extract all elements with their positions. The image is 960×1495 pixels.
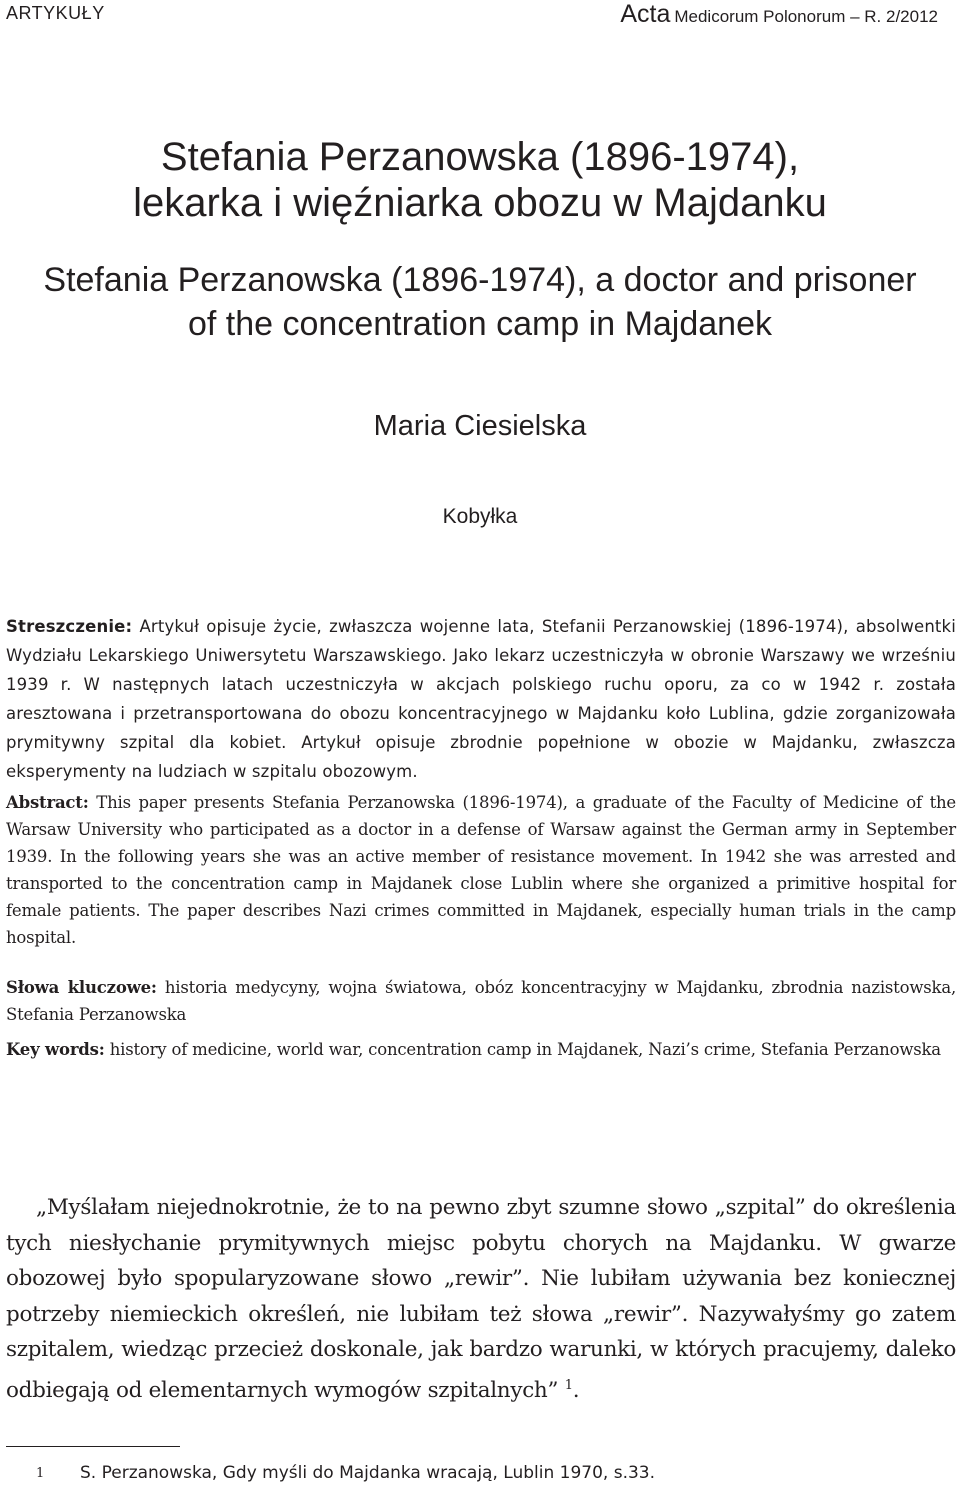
section-label: ARTYKUŁY [6,3,105,23]
polish-keywords-text: historia medycyny, wojna światowa, obóz koncentracyjny w Majdanku, zbrodnia nazistowska, Stefania Perzanowska [6,978,957,1024]
title-english [0,258,960,346]
footnote-divider [6,1446,180,1447]
journal-brand: Acta [620,0,671,28]
opening-quote [6,1190,956,1408]
polish-keywords [6,974,956,1028]
abstract-text: This paper presents Stefania Perzanowska (1896-1974), a graduate of the Faculty of Medicine of the Warsaw University who participated as a doctor in a defense of Warsaw against the German army in September 1939. In the following years she was an active member of resistance movement. In 1942 she was arrested and transported to the concentration camp in Majdanek close Lublin where she organized a primitive hospital for female patients. The paper describes Nazi crimes committed in Majdanek, especially human trials in the camp hospital. [6,793,956,947]
streszczenie-paragraph [6,612,956,786]
title-polish-line-2: lekarka i więźniarka obozu w Majdanku [133,181,827,225]
author-name: Maria Ciesielska [373,410,587,442]
streszczenie-label: Streszczenie: [6,617,133,636]
title-polish-line-1: Stefania Perzanowska (1896-1974), [160,135,800,179]
journal-issue: Medicorum Polonorum – R. 2/2012 [674,7,938,26]
author-affiliation: Kobyłka [442,505,518,528]
title-polish [0,134,960,226]
quote-text: „Myślałam niejednokrotnie, że to na pewno zbyt szumne słowo „szpital” do określenia tych niesłychanie prymitywnych miejsc pobytu chorych na Majdanku. W gwarze obozowej było spopularyzowane słowo „rewir”. Nie lubiłam używania bez koniecznej potrzeby niemieckich określeń, nie lubiłam też słowa „rewir”. Nazywałyśmy go zatem szpitalem, wiedząc przecież doskonale, jak bardzo warunki, w których pracujemy, daleko odbiegają od elementarnych wymogów szpitalnych” [6,1195,956,1403]
footnote-number: 1 [36,1466,45,1481]
title-english-line-2: of the concentration camp in Majdanek [187,305,772,343]
abstract-paragraph [6,789,956,951]
abstract-label: Abstract: [6,793,89,812]
footnote-text: S. Perzanowska, Gdy myśli do Majdanka wracają, Lublin 1970, s.33. [80,1463,656,1483]
english-keywords-text: history of medicine, world war, concentration camp in Majdanek, Nazi’s crime, Stefania Perzanowska [109,1040,941,1059]
quote-end: . [572,1377,580,1403]
english-keywords [6,1036,956,1063]
journal-header [620,0,938,29]
title-english-line-1: Stefania Perzanowska (1896-1974), a doctor and prisoner [43,261,917,299]
english-keywords-label: Key words: [6,1040,105,1059]
polish-keywords-label: Słowa kluczowe: [6,978,157,997]
streszczenie-text: Artykuł opisuje życie, zwłaszcza wojenne lata, Stefanii Perzanowskiej (1896-1974), absolwentki Wydziału Lekarskiego Uniwersytetu Warszawskiego. Jako lekarz uczestniczyła w obronie Warszawy we wrześniu 1939 r. W następnych latach uczestniczyła w akcjach polskiego ruchu oporu, za co w 1942 r. została aresztowana i przetransportowana do obozu koncentracyjnego w Majdanku koło Lublina, gdzie zorganizowała prymitywny szpital dla kobiet. Artykuł opisuje zbrodnie popełnione w obozie w Majdanku, zwłaszcza eksperymenty na ludziach w szpitalu obozowym. [6,617,956,781]
footnote-reference[interactable]: 1 [564,1377,573,1393]
